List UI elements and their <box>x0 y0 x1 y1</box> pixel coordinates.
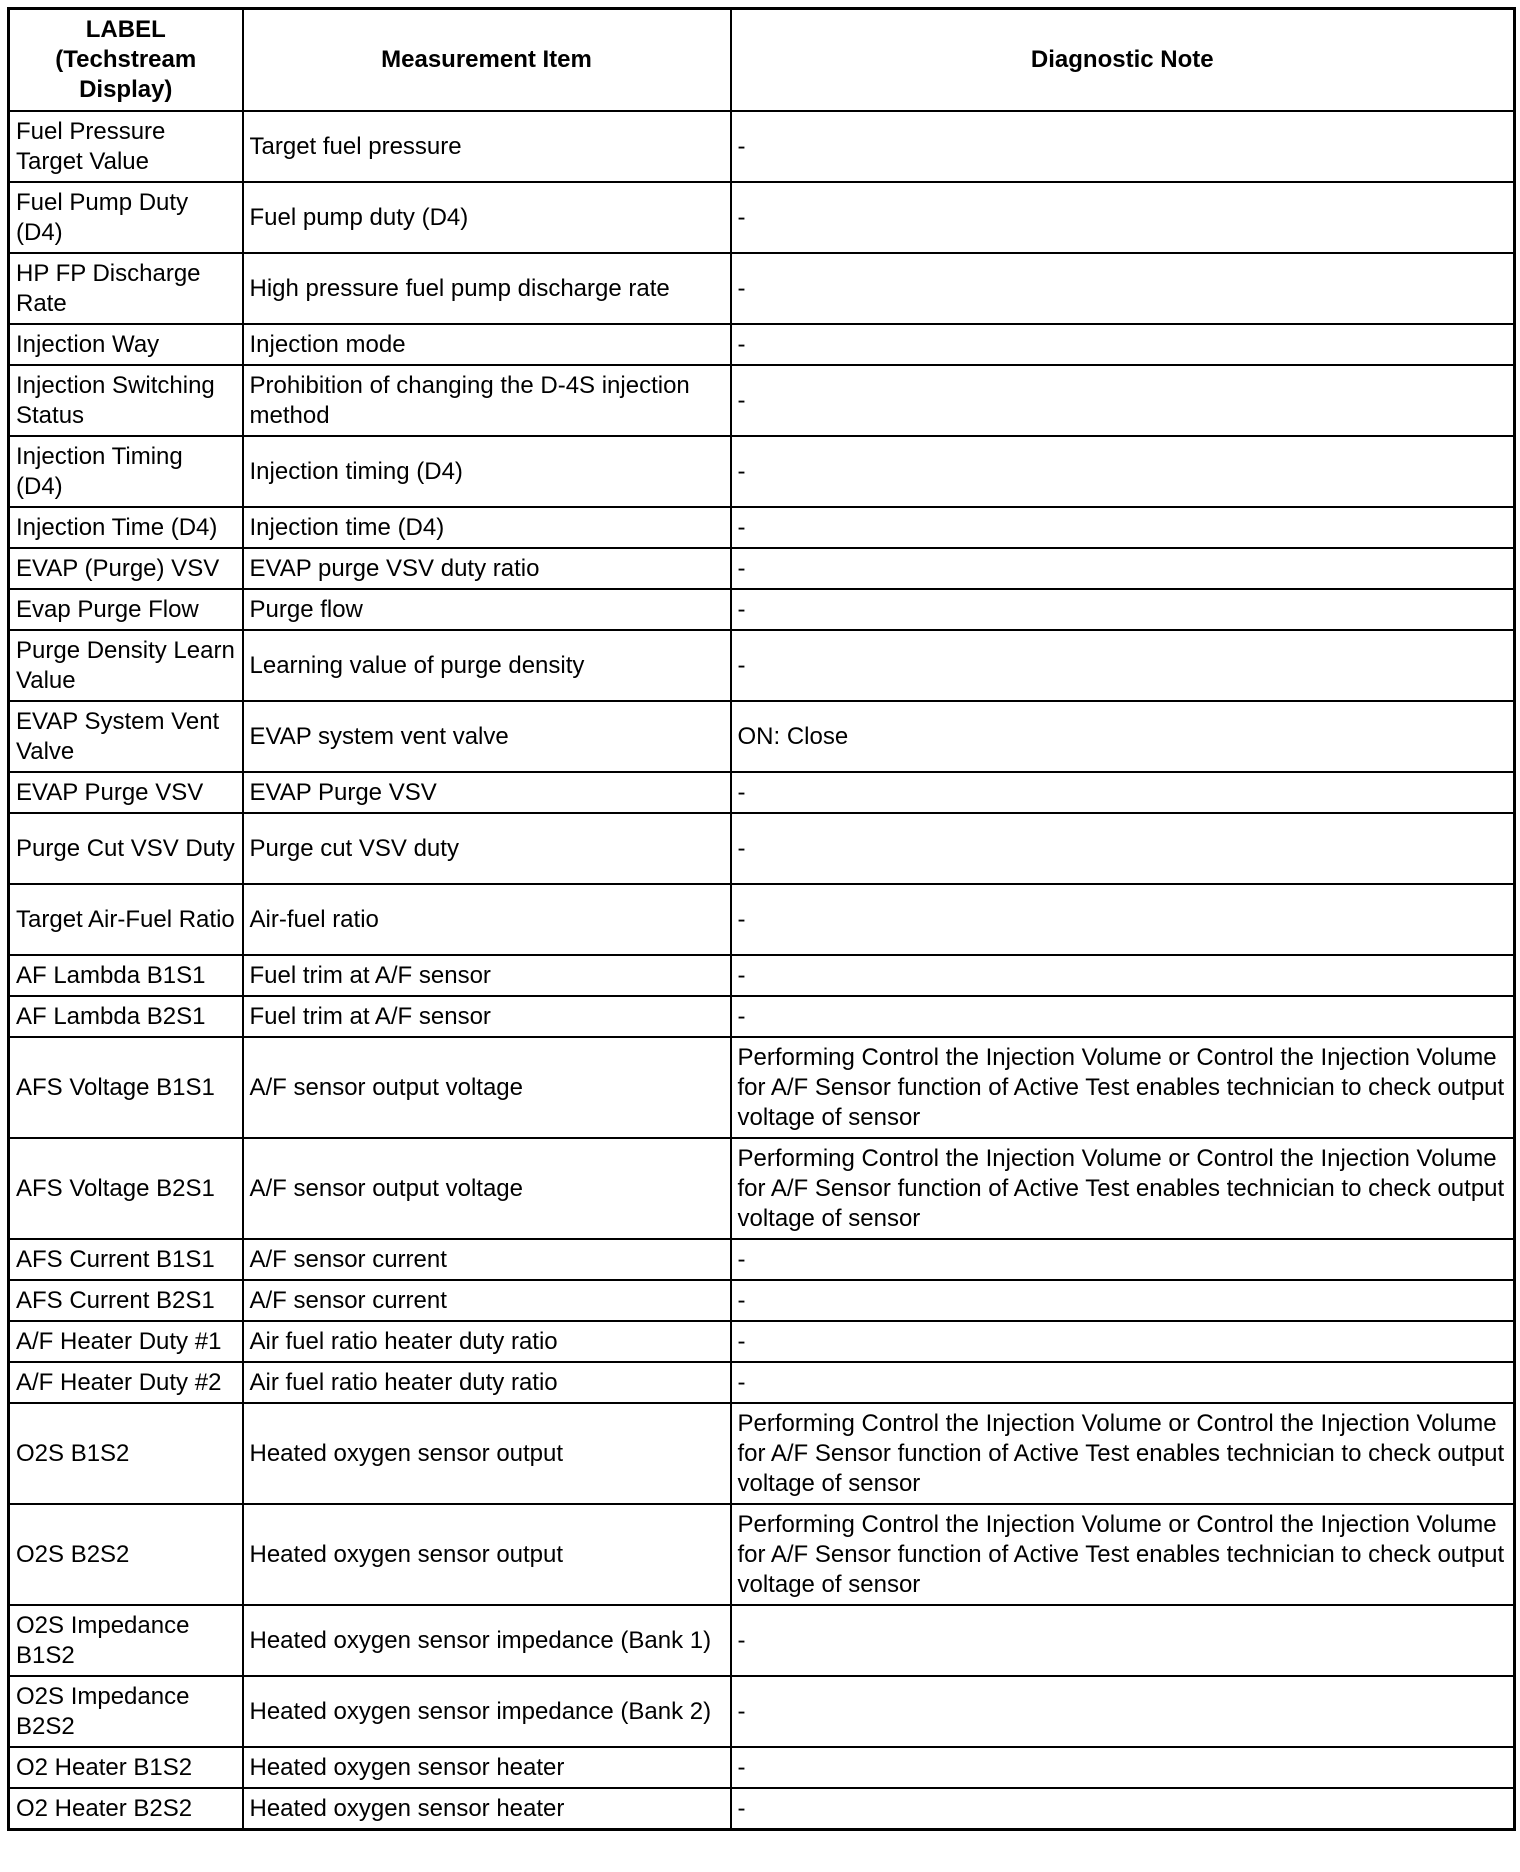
cell-measurement-item: Heated oxygen sensor heater <box>243 1788 731 1830</box>
table-row <box>9 955 1515 996</box>
cell-measurement-item: Purge flow <box>243 589 731 630</box>
table-row <box>9 182 1515 253</box>
cell-measurement-item: Purge cut VSV duty <box>243 813 731 884</box>
cell-diagnostic-note: - <box>731 253 1515 324</box>
cell-measurement-item: Prohibition of changing the D-4S injection method <box>243 365 731 436</box>
cell-label: A/F Heater Duty #2 <box>9 1362 243 1403</box>
table-row <box>9 630 1515 701</box>
cell-diagnostic-note: - <box>731 884 1515 955</box>
cell-measurement-item: Heated oxygen sensor impedance (Bank 2) <box>243 1676 731 1747</box>
cell-label: Injection Way <box>9 324 243 365</box>
table-row <box>9 1321 1515 1362</box>
cell-diagnostic-note: ON: Close <box>731 701 1515 772</box>
table-row <box>9 365 1515 436</box>
cell-measurement-item: Air fuel ratio heater duty ratio <box>243 1362 731 1403</box>
cell-diagnostic-note: - <box>731 507 1515 548</box>
cell-diagnostic-note: Performing Control the Injection Volume or Control the Injection Volume for A/F Sensor function of Active Test enables technician to check output voltage of sensor <box>731 1403 1515 1504</box>
cell-diagnostic-note: - <box>731 182 1515 253</box>
cell-label: AFS Voltage B2S1 <box>9 1138 243 1239</box>
table-row <box>9 1504 1515 1605</box>
cell-label: A/F Heater Duty #1 <box>9 1321 243 1362</box>
cell-label: AF Lambda B2S1 <box>9 996 243 1037</box>
cell-measurement-item: Heated oxygen sensor heater <box>243 1747 731 1788</box>
cell-label: AFS Voltage B1S1 <box>9 1037 243 1138</box>
cell-measurement-item: Heated oxygen sensor output <box>243 1504 731 1605</box>
header-label: LABEL (Techstream Display) <box>9 9 243 112</box>
cell-diagnostic-note: - <box>731 630 1515 701</box>
table-row <box>9 111 1515 182</box>
cell-measurement-item: Air fuel ratio heater duty ratio <box>243 1321 731 1362</box>
cell-label: Purge Cut VSV Duty <box>9 813 243 884</box>
cell-measurement-item: Heated oxygen sensor impedance (Bank 1) <box>243 1605 731 1676</box>
cell-measurement-item: A/F sensor current <box>243 1239 731 1280</box>
table-row <box>9 507 1515 548</box>
data-list-table <box>7 7 1516 1831</box>
cell-label: O2S Impedance B1S2 <box>9 1605 243 1676</box>
cell-label: EVAP Purge VSV <box>9 772 243 813</box>
cell-label: Target Air-Fuel Ratio <box>9 884 243 955</box>
cell-measurement-item: A/F sensor output voltage <box>243 1138 731 1239</box>
table-row <box>9 1280 1515 1321</box>
table-row <box>9 1747 1515 1788</box>
cell-measurement-item: Injection time (D4) <box>243 507 731 548</box>
table-row <box>9 548 1515 589</box>
cell-label: O2 Heater B2S2 <box>9 1788 243 1830</box>
cell-label: Fuel Pressure Target Value <box>9 111 243 182</box>
cell-diagnostic-note: - <box>731 955 1515 996</box>
cell-diagnostic-note: - <box>731 548 1515 589</box>
cell-measurement-item: A/F sensor output voltage <box>243 1037 731 1138</box>
table-row <box>9 436 1515 507</box>
table-row <box>9 1403 1515 1504</box>
cell-measurement-item: Fuel pump duty (D4) <box>243 182 731 253</box>
cell-label: Evap Purge Flow <box>9 589 243 630</box>
table-row <box>9 1138 1515 1239</box>
header-row <box>9 9 1515 112</box>
cell-diagnostic-note: - <box>731 1788 1515 1830</box>
cell-measurement-item: Injection mode <box>243 324 731 365</box>
table-row <box>9 1037 1515 1138</box>
table-row <box>9 884 1515 955</box>
cell-measurement-item: Fuel trim at A/F sensor <box>243 955 731 996</box>
table-row <box>9 996 1515 1037</box>
cell-measurement-item: Fuel trim at A/F sensor <box>243 996 731 1037</box>
cell-diagnostic-note: Performing Control the Injection Volume or Control the Injection Volume for A/F Sensor function of Active Test enables technician to check output voltage of sensor <box>731 1504 1515 1605</box>
cell-diagnostic-note: - <box>731 772 1515 813</box>
cell-diagnostic-note: - <box>731 813 1515 884</box>
header-measurement-item: Measurement Item <box>243 9 731 112</box>
cell-diagnostic-note: Performing Control the Injection Volume or Control the Injection Volume for A/F Sensor function of Active Test enables technician to check output voltage of sensor <box>731 1138 1515 1239</box>
cell-label: O2 Heater B1S2 <box>9 1747 243 1788</box>
cell-measurement-item: EVAP system vent valve <box>243 701 731 772</box>
cell-label: HP FP Discharge Rate <box>9 253 243 324</box>
cell-diagnostic-note: - <box>731 1605 1515 1676</box>
cell-measurement-item: Air-fuel ratio <box>243 884 731 955</box>
table-row <box>9 1788 1515 1830</box>
cell-diagnostic-note: - <box>731 1239 1515 1280</box>
cell-label: AFS Current B1S1 <box>9 1239 243 1280</box>
cell-label: Injection Time (D4) <box>9 507 243 548</box>
cell-diagnostic-note: - <box>731 111 1515 182</box>
cell-measurement-item: A/F sensor current <box>243 1280 731 1321</box>
cell-measurement-item: High pressure fuel pump discharge rate <box>243 253 731 324</box>
cell-diagnostic-note: - <box>731 996 1515 1037</box>
cell-label: AFS Current B2S1 <box>9 1280 243 1321</box>
cell-diagnostic-note: - <box>731 1321 1515 1362</box>
cell-label: O2S Impedance B2S2 <box>9 1676 243 1747</box>
cell-measurement-item: EVAP Purge VSV <box>243 772 731 813</box>
cell-diagnostic-note: - <box>731 1280 1515 1321</box>
cell-measurement-item: Learning value of purge density <box>243 630 731 701</box>
cell-diagnostic-note: - <box>731 1747 1515 1788</box>
table-row <box>9 813 1515 884</box>
cell-measurement-item: Target fuel pressure <box>243 111 731 182</box>
cell-diagnostic-note: - <box>731 365 1515 436</box>
cell-label: EVAP System Vent Valve <box>9 701 243 772</box>
cell-diagnostic-note: - <box>731 324 1515 365</box>
cell-measurement-item: Heated oxygen sensor output <box>243 1403 731 1504</box>
cell-label: Fuel Pump Duty (D4) <box>9 182 243 253</box>
table-row <box>9 324 1515 365</box>
table-row <box>9 1239 1515 1280</box>
cell-label: Injection Switching Status <box>9 365 243 436</box>
table-row <box>9 701 1515 772</box>
cell-diagnostic-note: - <box>731 589 1515 630</box>
cell-diagnostic-note: Performing Control the Injection Volume or Control the Injection Volume for A/F Sensor function of Active Test enables technician to check output voltage of sensor <box>731 1037 1515 1138</box>
cell-label: AF Lambda B1S1 <box>9 955 243 996</box>
table-row <box>9 1605 1515 1676</box>
cell-label: Purge Density Learn Value <box>9 630 243 701</box>
header-diagnostic-note: Diagnostic Note <box>731 9 1515 112</box>
table-row <box>9 1676 1515 1747</box>
cell-diagnostic-note: - <box>731 1362 1515 1403</box>
table-row <box>9 772 1515 813</box>
cell-label: EVAP (Purge) VSV <box>9 548 243 589</box>
cell-measurement-item: EVAP purge VSV duty ratio <box>243 548 731 589</box>
cell-label: Injection Timing (D4) <box>9 436 243 507</box>
cell-measurement-item: Injection timing (D4) <box>243 436 731 507</box>
table-row <box>9 589 1515 630</box>
cell-diagnostic-note: - <box>731 436 1515 507</box>
cell-label: O2S B2S2 <box>9 1504 243 1605</box>
table-row <box>9 253 1515 324</box>
cell-label: O2S B1S2 <box>9 1403 243 1504</box>
table-row <box>9 1362 1515 1403</box>
cell-diagnostic-note: - <box>731 1676 1515 1747</box>
